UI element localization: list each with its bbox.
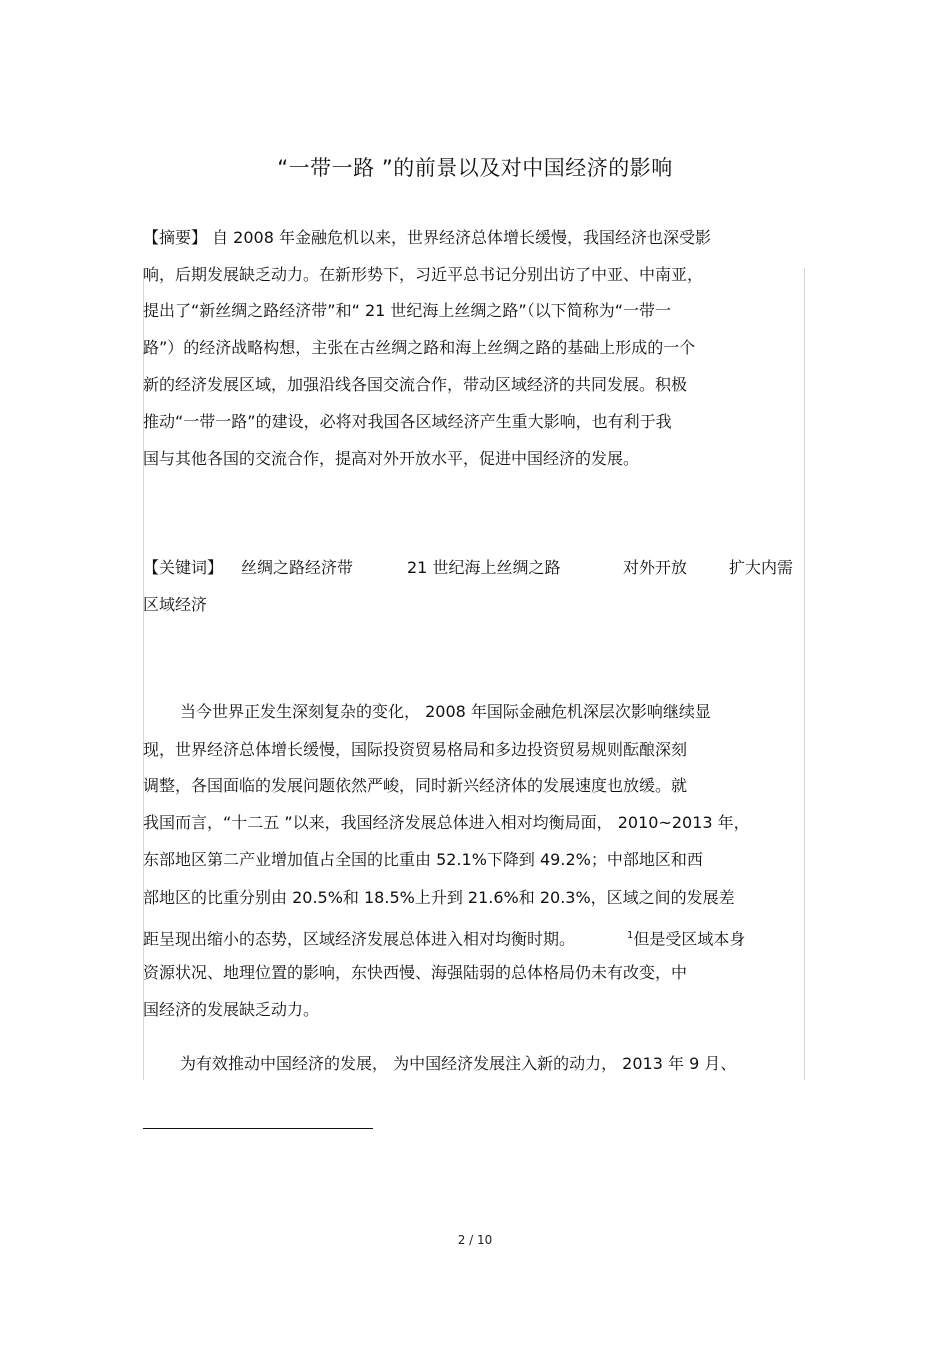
abstract-line: 响，后期发展缺乏动力。在新形势下，习近平总书记分别出访了中亚、中南亚，: [143, 265, 704, 284]
body-line: 为有效推动中国经济的发展， 为中国经济发展注入新的动力， 2013 年 9 月、: [180, 1054, 737, 1073]
page-number: 2 / 10: [457, 1233, 493, 1247]
body-line: 东部地区第二产业增加值占全国的比重由 52.1%下降到 49.2%；中部地区和西: [143, 850, 703, 869]
body-line: 国经济的发展缺乏动力。: [143, 1000, 320, 1019]
body-line: [143, 926, 745, 949]
body-line: 当今世界正发生深刻复杂的变化， 2008 年国际金融危机深层次影响继续显: [180, 702, 711, 721]
body-line: 现，世界经济总体增长缓慢，国际投资贸易格局和多边投资贸易规则酝酿深刻: [143, 740, 688, 759]
keywords-label: 【关键词】: [143, 558, 224, 577]
keyword-item: 丝绸之路经济带: [241, 558, 354, 577]
abstract-line: 国与其他各国的交流合作，提高对外开放水平，促进中国经济的发展。: [143, 449, 640, 468]
footnote-marker: 1: [627, 930, 634, 941]
keyword-item: 21 世纪海上丝绸之路: [407, 558, 561, 577]
abstract-line: 【摘要】 自 2008 年金融危机以来，世界经济总体增长缓慢，我国经济也深受影: [143, 228, 711, 247]
keyword-item: 对外开放: [623, 558, 688, 577]
body-line: 我国而言，“十二五 ”以来，我国经济发展总体进入相对均衡局面， 2010~2013 年，: [143, 813, 750, 832]
footnote-separator: [143, 1128, 373, 1129]
body-line: 调整，各国面临的发展问题依然严峻，同时新兴经济体的发展速度也放缓。就: [143, 776, 688, 795]
keyword-continuation: 区域经济: [143, 595, 208, 614]
document-title: “一带一路 ”的前景以及对中国经济的影响: [277, 156, 673, 180]
keyword-item: 扩大内需: [729, 558, 794, 577]
abstract-line: 提出了“新丝绸之路经济带”和“ 21 世纪海上丝绸之路”（以下简称为“一带一: [143, 301, 671, 320]
abstract-line: 新的经济发展区域，加强沿线各国交流合作，带动区域经济的共同发展。积极: [143, 375, 688, 394]
body-text: 距呈现出缩小的态势，区域经济发展总体进入相对均衡时期。: [143, 929, 576, 949]
body-text: 但是受区域本身: [633, 929, 746, 949]
abstract-line: 推动“一带一路”的建设，必将对我国各区域经济产生重大影响，也有利于我: [143, 412, 672, 431]
body-line: 部地区的比重分别由 20.5%和 18.5%上升到 21.6%和 20.3%，区域之间的发展差: [143, 888, 735, 907]
body-line: 资源状况、地理位置的影响，东快西慢、海强陆弱的总体格局仍未有改变，中: [143, 963, 688, 982]
abstract-line: 路”）的经济战略构想，主张在古丝绸之路和海上丝绸之路的基础上形成的一个: [143, 338, 696, 357]
